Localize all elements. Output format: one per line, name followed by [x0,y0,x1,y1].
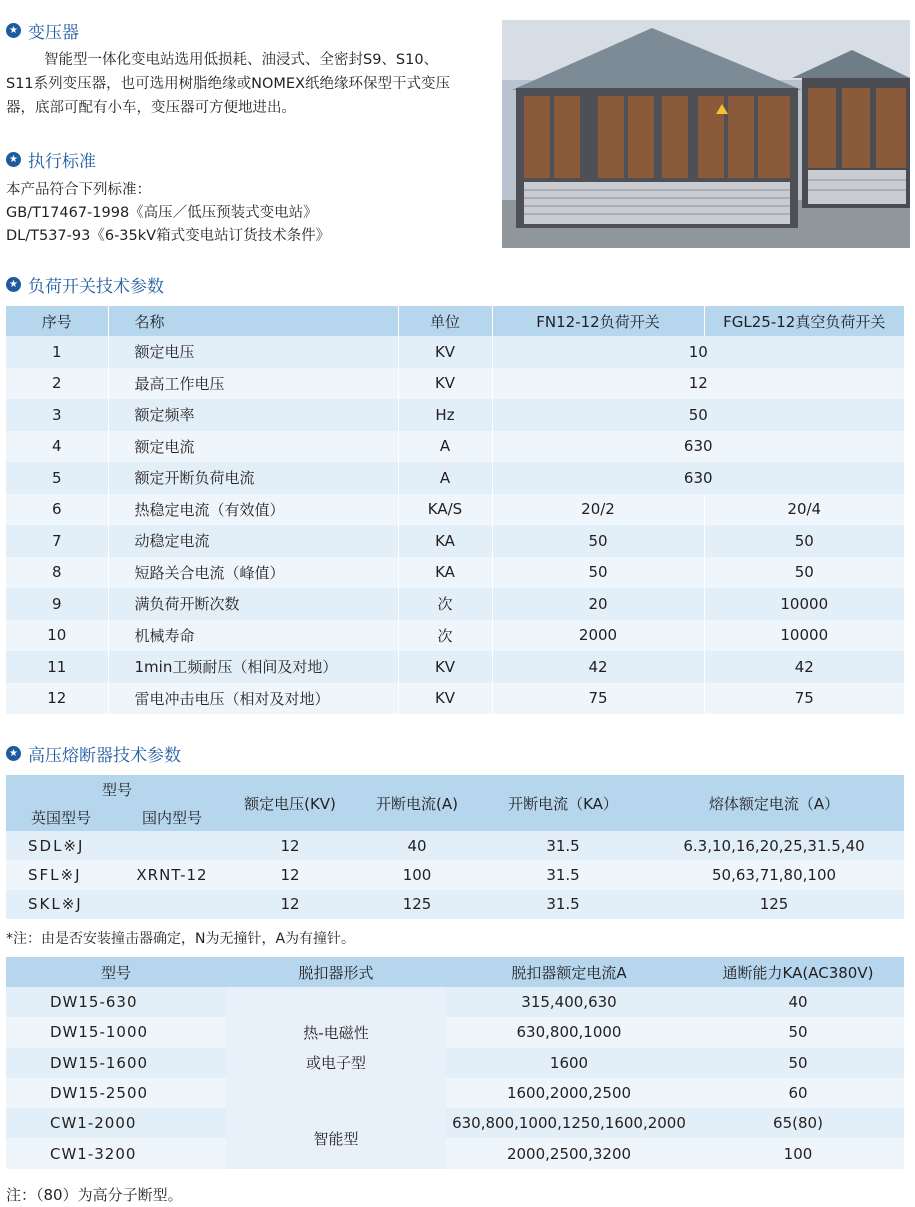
star-bullet-icon: ★ [6,277,21,292]
breaking-capacity: 65(80) [692,1108,904,1138]
param-unit: Hz [398,399,492,431]
col-header-name: 名称 [108,306,398,336]
param-name: 热稳定电流（有效值） [108,494,398,526]
uk-model: SKL※J [6,890,116,919]
param-value-shared: 50 [492,399,904,431]
rated-voltage: 12 [228,860,352,889]
breaking-current-ka: 31.5 [482,831,644,860]
transformer-heading [6,18,79,43]
load-switch-table [6,306,904,714]
fuse-table [6,775,904,919]
breaker-model: CW1-2000 [6,1108,226,1138]
param-value-fgl25: 10000 [704,588,904,620]
table-row [6,620,904,652]
param-unit: KA/S [398,494,492,526]
param-name: 动稳定电流 [108,525,398,557]
param-unit: 次 [398,620,492,652]
col-header-trip-type: 脱扣器形式 [226,957,446,987]
col-header-model: 型号 [6,957,226,987]
cn-model [116,831,228,860]
standard-gb: GB/T17467-1998《高压／低压预装式变电站》 [6,205,318,221]
param-unit: KV [398,336,492,368]
breaker-model: CW1-3200 [6,1138,226,1168]
table-row [6,462,904,494]
fuse-title: 高压熔断器技术参数 [28,746,181,766]
param-value-fgl25: 42 [704,651,904,683]
col-header-voltage: 额定电压(KV) [228,775,352,831]
cn-model [116,890,228,919]
transformer-line-2: S11系列变压器，也可选用树脂绝缘或NOMEX纸绝缘环保型干式变压 [6,76,451,92]
trip-rated-current: 2000,2500,3200 [446,1138,692,1168]
load-switch-heading [6,272,164,297]
param-value-fn12: 50 [492,557,704,589]
param-unit: A [398,462,492,494]
substation-photo [502,20,910,248]
standards-heading [6,147,96,172]
row-index: 3 [6,399,108,431]
load-switch-title: 负荷开关技术参数 [28,277,164,297]
col-header-fgl25: FGL25-12真空负荷开关 [704,306,904,336]
param-value-fn12: 20/2 [492,494,704,526]
transformer-title: 变压器 [28,23,79,43]
param-name: 最高工作电压 [108,368,398,400]
trip-rated-current: 1600,2000,2500 [446,1078,692,1108]
breaking-capacity: 40 [692,987,904,1017]
star-bullet-icon: ★ [6,152,21,167]
fuse-heading [6,741,181,766]
row-index: 6 [6,494,108,526]
table-header-row [6,957,904,987]
table-row [6,557,904,589]
star-bullet-icon: ★ [6,23,21,38]
trip-rated-current: 630,800,1000 [446,1017,692,1047]
param-name: 额定电流 [108,431,398,463]
table-row [6,588,904,620]
param-unit: A [398,431,492,463]
table-row [6,494,904,526]
param-unit: KV [398,683,492,715]
table-row [6,890,904,919]
breaker-model: DW15-1000 [6,1017,226,1047]
row-index: 12 [6,683,108,715]
param-unit: 次 [398,588,492,620]
row-index: 2 [6,368,108,400]
param-name: 机械寿命 [108,620,398,652]
param-value-shared: 630 [492,431,904,463]
param-value-shared: 630 [492,462,904,494]
fuse-note: *注：由是否安装撞击器确定，N为无撞针，A为有撞针。 [6,931,356,947]
breaking-capacity: 50 [692,1017,904,1047]
breaking-current-a: 40 [352,831,482,860]
param-name: 满负荷开断次数 [108,588,398,620]
param-name: 额定频率 [108,399,398,431]
col-header-melt-current: 熔体额定电流（A） [644,775,904,831]
standards-intro: 本产品符合下列标准： [6,182,151,198]
trip-rated-current: 630,800,1000,1250,1600,2000 [446,1108,692,1138]
table-header-row [6,306,904,336]
param-unit: KA [398,557,492,589]
breaker-model: DW15-630 [6,987,226,1017]
breaker-model: DW15-2500 [6,1078,226,1108]
col-header-break-current: 开断电流（KA） [482,775,644,831]
param-value-fn12: 75 [492,683,704,715]
trip-type-intelligent: 智能型 [226,1108,446,1169]
melt-rated-current: 6.3,10,16,20,25,31.5,40 [644,831,904,860]
star-bullet-icon: ★ [6,746,21,761]
trip-type-line-2: 或电子型 [305,1053,366,1072]
param-value-fgl25: 50 [704,557,904,589]
row-index: 4 [6,431,108,463]
table-row [6,431,904,463]
param-value-fgl25: 20/4 [704,494,904,526]
trip-type-thermal-magnetic [226,987,446,1108]
param-value-fgl25: 75 [704,683,904,715]
table-header-row [6,775,904,803]
col-header-breaking-capacity: 通断能力KA(AC380V) [692,957,904,987]
param-value-fn12: 20 [492,588,704,620]
param-name: 短路关合电流（峰值） [108,557,398,589]
col-header-trip-current: 脱扣器额定电流A [446,957,692,987]
table-row [6,525,904,557]
transformer-line-1: 智能型一体化变电站选用低损耗、油浸式、全密封S9、S10、 [44,52,439,68]
param-name: 额定开断负荷电流 [108,462,398,494]
col-header-current: 开断电流(A) [352,775,482,831]
col-header-unit: 单位 [398,306,492,336]
row-index: 8 [6,557,108,589]
table-row [6,683,904,715]
breaker-note: 注：（80）为高分子断型。 [6,1186,183,1204]
melt-rated-current: 125 [644,890,904,919]
rated-voltage: 12 [228,890,352,919]
table-row [6,1048,904,1078]
transformer-line-3: 器，底部可配有小车，变压器可方便地进出。 [6,100,296,116]
param-name: 额定电压 [108,336,398,368]
param-unit: KV [398,651,492,683]
param-name: 雷电冲击电压（相对及对地） [108,683,398,715]
table-row [6,651,904,683]
breaker-table [6,957,904,1169]
table-row [6,336,904,368]
rated-voltage: 12 [228,831,352,860]
row-index: 1 [6,336,108,368]
breaking-capacity: 50 [692,1048,904,1078]
param-unit: KV [398,368,492,400]
col-header-index: 序号 [6,306,108,336]
breaking-capacity: 100 [692,1138,904,1168]
trip-rated-current: 1600 [446,1048,692,1078]
row-index: 5 [6,462,108,494]
col-header-uk-model: 英国型号 [6,803,116,831]
breaker-model: DW15-1600 [6,1048,226,1078]
table-row [6,1108,904,1138]
param-name: 1min工频耐压（相间及对地） [108,651,398,683]
param-value-fn12: 42 [492,651,704,683]
param-value-shared: 10 [492,336,904,368]
standards-title: 执行标准 [28,152,96,172]
table-row [6,1017,904,1047]
table-row [6,860,904,889]
param-value-fn12: 50 [492,525,704,557]
table-row [6,399,904,431]
param-value-fn12: 2000 [492,620,704,652]
table-row [6,368,904,400]
table-row [6,831,904,860]
breaking-current-a: 125 [352,890,482,919]
col-header-fn12: FN12-12负荷开关 [492,306,704,336]
param-value-shared: 12 [492,368,904,400]
param-unit: KA [398,525,492,557]
param-value-fgl25: 10000 [704,620,904,652]
trip-rated-current: 315,400,630 [446,987,692,1017]
breaking-current-ka: 31.5 [482,890,644,919]
table-row [6,1138,904,1168]
breaking-current-a: 100 [352,860,482,889]
row-index: 10 [6,620,108,652]
breaking-capacity: 60 [692,1078,904,1108]
melt-rated-current: 50,63,71,80,100 [644,860,904,889]
trip-type-line-1: 热-电磁性 [303,1023,369,1042]
row-index: 7 [6,525,108,557]
row-index: 11 [6,651,108,683]
uk-model: SDL※J [6,831,116,860]
table-row [6,987,904,1017]
breaking-current-ka: 31.5 [482,860,644,889]
row-index: 9 [6,588,108,620]
cn-model: XRNT-12 [116,860,228,889]
col-header-model: 型号 [6,775,228,803]
col-header-cn-model: 国内型号 [116,803,228,831]
param-value-fgl25: 50 [704,525,904,557]
uk-model: SFL※J [6,860,116,889]
standard-dl: DL/T537-93《6-35kV箱式变电站订货技术条件》 [6,228,331,244]
table-row [6,1078,904,1108]
